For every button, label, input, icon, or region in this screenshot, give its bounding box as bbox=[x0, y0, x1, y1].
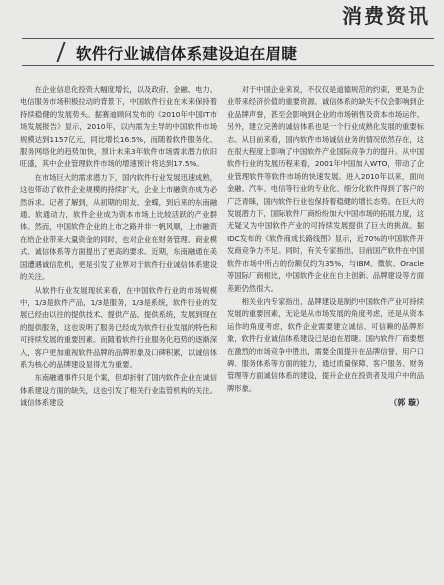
paragraph: 对于中国企业来说，不仅仅是道德规范的约束，更是为企业带来经济价值的重要资源。诚信体系的缺失不仅会影响到企业品牌声誉，甚至会影响到企业的市场销售及资本市场运作。另外，建立完善的诚信体系也是一个行业成熟化发展的重要标志。从目前来看，国内软件市场诚信业务的情况依然存在，这在很大程度上影响了中国软件产业国际竞争力的提升。从中国软件行业的发展历程来看，2001年中国加入WTO，带动了企业管理软件等软件市场的快速发展。进入2010年以来，面向金融、汽车、电信等行业的专业化、细分化软件得到了客户的广泛青睐，国内软件行业也保持着稳健的增长态势。在巨大的发展潜力下，国际软件厂商纷纷加大中国市场的拓展力度，这无疑又为中国软件产业的可持续发展提供了巨大的挑战。据IDC发布的《软件商成长路线图》显示，近70%的中国软件开发商竞争力不足。同时，有关专家指出，目前国产软件在中国软件市场中所占的份额仅约为35%，与IBM、微软、Oracle等国际厂商相比，中国软件企业在自主创新、品牌建设等方面差距仍然很大。 bbox=[227, 85, 424, 293]
right-column bbox=[227, 84, 424, 579]
author-byline: （郭 璇） bbox=[389, 398, 424, 408]
paragraph: 东南融通事件只是个案，但却折射了国内软件企业在诚信体系建设方面的缺失，这也引发了相关行业监管机构的关注。诚信体系建设 bbox=[20, 373, 217, 408]
paragraph: 在市场巨大的需求潜力下，国内软件行业发展迅速成熟，这也带动了软件企业规模的持续扩大，企业上市融资亦成为必然诉求。记者了解到，从初期的用友、金蝶，到后来的东南融通、软通动力，软件企业成为资本市场上比较活跃的产业群体。然而，中国软件企业的上市之路并非一帆风顺，上市融资在给企业带来大量资金的同时，也对企业在财务管理、商业模式、诚信体系等方面提出了更高的要求。近期，东南融通在美国遭遇诚信危机，更是引发了业界对于软件行业诚信体系建设的关注。 bbox=[20, 172, 217, 282]
paragraph: 从软件行业发展现状来看，在中国软件行业的市场规模中，1/3是软件产品，1/3是服务，1/3是系统，软件行业的发展已经由以往的提供技术、提供产品、提供系统，发展到现在的提供服务，这也说明了服务已经成为软件行业发展的特色和可持续发展的重要因素。而随着软件行业服务化趋势的逐渐深入，客户更加重视软件品牌的品牌形象及口碑积累，以诚信体系为核心的品牌建设显得尤为重要。 bbox=[20, 285, 217, 369]
section-title: 消费资讯 bbox=[342, 4, 430, 28]
paragraph: 在企业信息化投资大幅度增长，以及政府、金融、电力、电信服务市场积极拉动的背景下，中国软件行业在未来保持着持续稳健的发展势头。据赛迪顾问发布的《2010年中国IT市场发展报告》显示，2010年，以内需为主导的中国软件市场规模达到1157亿元，同比增长16.5%，而随着软件服务化、服务网络化的趋势加快，预计未来3年软件市场需求潜力依旧旺盛，其中企业管理软件市场的增速预计将达到17.5%。 bbox=[20, 85, 217, 169]
paragraph: 相关业内专家指出，品牌建设是制约中国软件产业可持续发展的重要因素，无论是从市场发展的角度考虑，还是从资本运作的角度考虑，软件企业需要建立诚信、可信赖的品牌形象，软件行业诚信体系建设已是迫在眉睫。国内软件厂商要想在激烈的市场竞争中胜出，需要全面提升在品牌信誉、用户口碑、服务体系等方面的能力，通过质量保障、客户服务、财务管理等方面诚信体系的建设，提升企业在投资者及用户中的品牌形象。 bbox=[227, 296, 424, 393]
article-headline: 软件行业诚信体系建设迫在眉睫 bbox=[76, 45, 298, 63]
article-body bbox=[20, 84, 424, 579]
left-column bbox=[20, 84, 217, 579]
